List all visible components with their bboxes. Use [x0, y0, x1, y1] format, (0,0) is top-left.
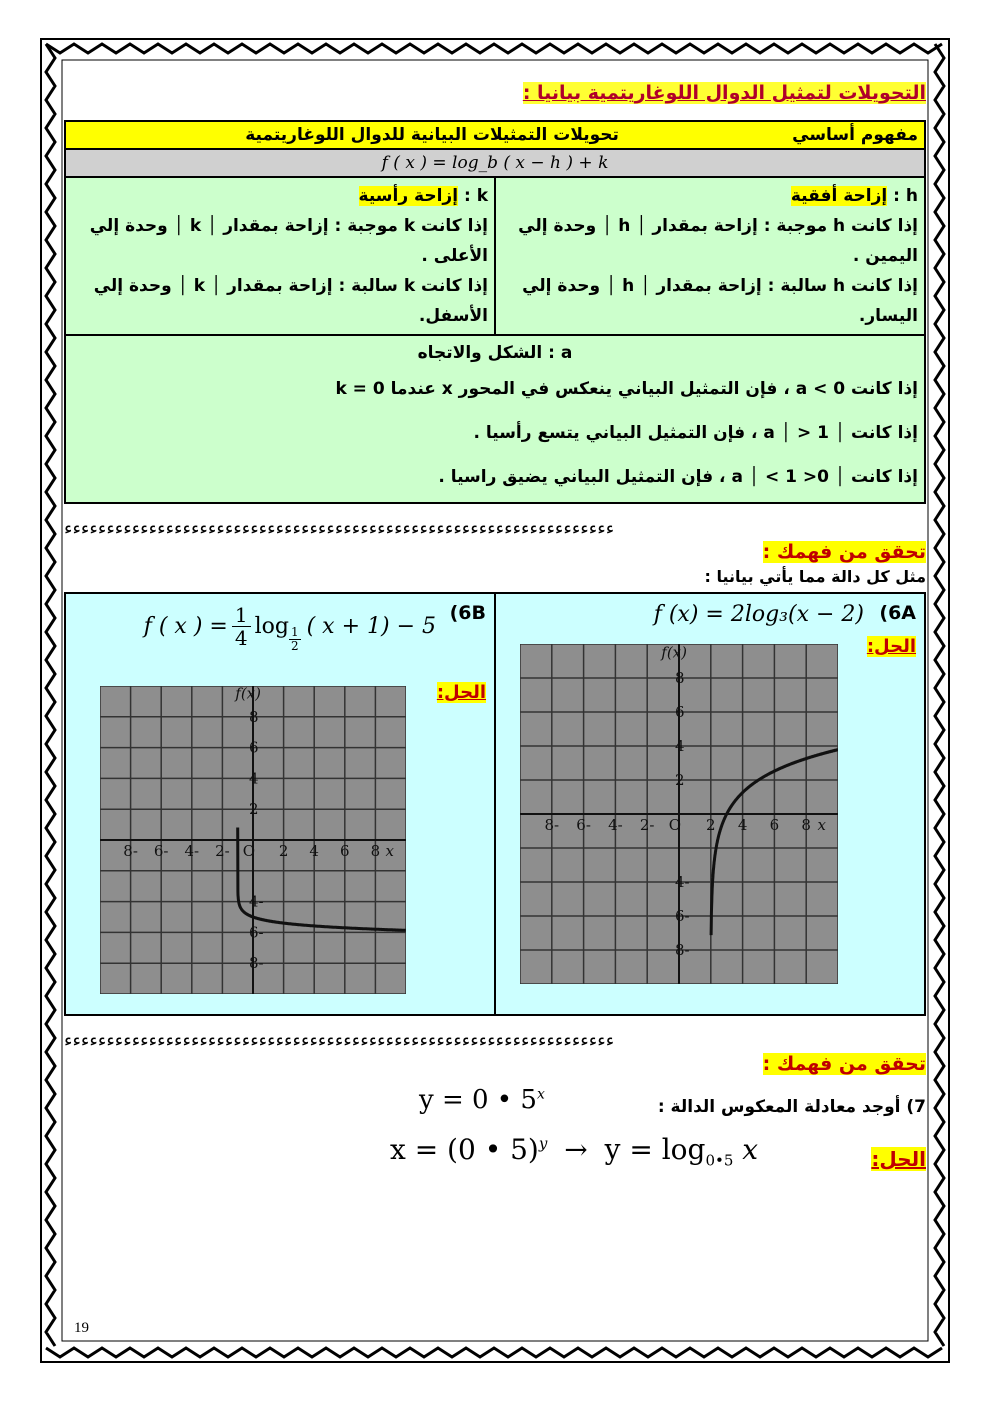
- h-title: إزاحة أفقية: [790, 186, 888, 206]
- ex6b-formula-post: ( x + 1) − 5: [306, 614, 436, 639]
- concept-header: [65, 121, 925, 149]
- ex6b-den: 4: [234, 626, 248, 650]
- example-6a: [495, 593, 925, 1015]
- ex6b-base: [289, 626, 301, 653]
- ex6b-solution-label: الحل:: [436, 682, 486, 703]
- fx-axis-label: f(x): [235, 686, 261, 703]
- y-tick-label: -8: [675, 941, 690, 959]
- a-line2: إذا كانت │ a │ > 1 ، فإن التمثيل البياني يتسع رأسيا .: [473, 423, 918, 443]
- a-line1: إذا كانت a < 0 ، فإن التمثيل البياني ينعكس في المحور x عندما k = 0: [335, 379, 918, 399]
- ex6a-solution-label: الحل:: [866, 636, 916, 657]
- y-tick-label: -4: [675, 873, 690, 891]
- x-tick-label: -2: [215, 842, 230, 860]
- concept-heading: تحويلات التمثيلات البيانية للدوال اللوغاريتمية: [245, 125, 619, 145]
- x-tick-label: -6: [153, 842, 169, 860]
- x-tick-label: -4: [608, 816, 623, 834]
- dotted-separator-2: ﺀﺀﺀﺀﺀﺀﺀﺀﺀﺀﺀﺀﺀﺀﺀﺀﺀﺀﺀﺀﺀﺀﺀﺀﺀﺀﺀﺀﺀﺀﺀﺀﺀﺀﺀﺀﺀﺀﺀﺀﺀﺀﺀﺀﺀﺀﺀﺀﺀﺀﺀﺀﺀﺀﺀﺀﺀﺀﺀﺀﺀﺀﺀﺀﺀ: [64, 1030, 615, 1051]
- ex6b-base-den: 2: [290, 639, 299, 653]
- k-var: k :: [463, 186, 488, 206]
- k-negative: إذا كانت k سالبة : إزاحة بمقدار │ k │ وحدة إلي الأسفل.: [93, 276, 488, 326]
- x-axis-label: x: [817, 816, 826, 834]
- general-formula: f ( x ) = log_b ( x − h ) + k: [65, 149, 925, 177]
- concept-label: مفهوم أساسي: [792, 125, 918, 145]
- check-understanding-2: تحقق من فهمك :: [762, 1053, 926, 1075]
- question-7: [64, 1075, 926, 1185]
- ex6b-num: 1: [232, 604, 251, 627]
- page-number: 19: [74, 1320, 89, 1336]
- x-tick-label: 6: [340, 842, 350, 860]
- fx-axis-label: f(x): [661, 644, 687, 662]
- x-tick-label: 4: [309, 842, 319, 860]
- graph-6b: [100, 686, 406, 994]
- x-tick-label: -8: [544, 816, 560, 834]
- check-understanding-1: تحقق من فهمك :: [762, 541, 926, 563]
- x-tick-label: 2: [278, 842, 289, 860]
- k-title: إزاحة رأسية: [358, 186, 459, 206]
- a-line3: إذا كانت │ a │ < 1 >0 ، فإن التمثيل البياني يضيق راسيا .: [438, 467, 918, 487]
- ans-x: x: [742, 1133, 759, 1166]
- y-tick-label: 2: [249, 800, 259, 819]
- y-tick-label: 4: [675, 737, 685, 755]
- ex6b-log: log: [254, 614, 289, 639]
- h-var: h :: [893, 186, 918, 206]
- vertical-shift-cell: [65, 177, 495, 335]
- origin-label: O: [242, 842, 255, 860]
- x-tick-label: 8: [801, 816, 811, 834]
- example-6b: [65, 593, 495, 1015]
- ex6b-formula-pre: f ( x ) =: [143, 614, 228, 639]
- section-title: التحويلات لتمثيل الدوال اللوغاريتمية بيانيا :: [522, 82, 926, 104]
- q7-formula-base: y = 0 • 5: [419, 1085, 537, 1115]
- examples-table: [64, 592, 926, 1016]
- y-tick-label: -4: [249, 892, 264, 911]
- ex6b-formula: [144, 600, 436, 653]
- y-tick-label: -6: [675, 907, 690, 925]
- q7-answer: [390, 1133, 758, 1170]
- dotted-separator: ﺀﺀﺀﺀﺀﺀﺀﺀﺀﺀﺀﺀﺀﺀﺀﺀﺀﺀﺀﺀﺀﺀﺀﺀﺀﺀﺀﺀﺀﺀﺀﺀﺀﺀﺀﺀﺀﺀﺀﺀﺀﺀﺀﺀﺀﺀﺀﺀﺀﺀﺀﺀﺀﺀﺀﺀﺀﺀﺀﺀﺀﺀﺀﺀﺀ: [64, 518, 615, 539]
- ans-base: 0•5: [705, 1151, 734, 1170]
- shape-direction-cell: [65, 335, 925, 503]
- ans-exp: y: [538, 1134, 548, 1153]
- y-tick-label: 8: [675, 669, 685, 687]
- y-tick-label: 2: [675, 771, 685, 789]
- q7-text: 7) أوجد معادلة المعكوس الدالة :: [657, 1097, 926, 1117]
- y-tick-label: 6: [249, 738, 259, 757]
- y-tick-label: 8: [249, 707, 259, 726]
- x-tick-label: 4: [737, 816, 748, 834]
- x-axis-label: x: [385, 842, 394, 860]
- h-positive: إذا كانت h موجبة : إزاحة بمقدار │ h │ وحدة إلي اليمين .: [518, 216, 918, 266]
- x-tick-label: -4: [184, 842, 200, 860]
- q7-formula-exp: x: [536, 1086, 545, 1103]
- ex6b-label: (6B: [449, 602, 486, 624]
- q7-solution-label: الحل:: [871, 1147, 926, 1171]
- y-tick-label: -6: [249, 923, 264, 942]
- concept-box: [64, 120, 926, 504]
- y-tick-label: 6: [675, 703, 685, 721]
- x-tick-label: 8: [370, 842, 381, 860]
- ans-right: y = log: [604, 1133, 706, 1166]
- x-tick-label: -2: [639, 816, 655, 834]
- x-tick-label: 2: [706, 816, 716, 834]
- origin-label: O: [668, 816, 681, 834]
- k-positive: إذا كانت k موجبة : إزاحة بمقدار │ k │ وحدة إلي الأعلى .: [89, 216, 488, 266]
- h-negative: إذا كانت h سالبة : إزاحة بمقدار │ h │ وحدة إلي اليسار.: [522, 276, 918, 326]
- horizontal-shift-cell: [495, 177, 925, 335]
- y-tick-label: -8: [249, 954, 264, 973]
- x-tick-label: 6: [769, 816, 780, 834]
- ex6a-formula: f (x) = 2log₃(x − 2): [653, 602, 864, 627]
- ans-arrow: →: [564, 1133, 588, 1166]
- graph-6a: [520, 644, 838, 984]
- a-title: a : الشكل والاتجاه: [417, 343, 573, 363]
- y-tick-label: 4: [249, 769, 259, 788]
- ex6b-base-num: 1: [290, 625, 299, 639]
- x-tick-label: -8: [123, 842, 138, 860]
- x-tick-label: -6: [576, 816, 591, 834]
- ans-left: x = (0 • 5): [390, 1133, 539, 1166]
- ex6b-fraction: [232, 604, 251, 649]
- ex6a-label: (6A: [879, 602, 916, 624]
- instruction: مثل كل دالة مما يأتي بيانيا :: [704, 567, 926, 586]
- q7-formula: [419, 1085, 545, 1115]
